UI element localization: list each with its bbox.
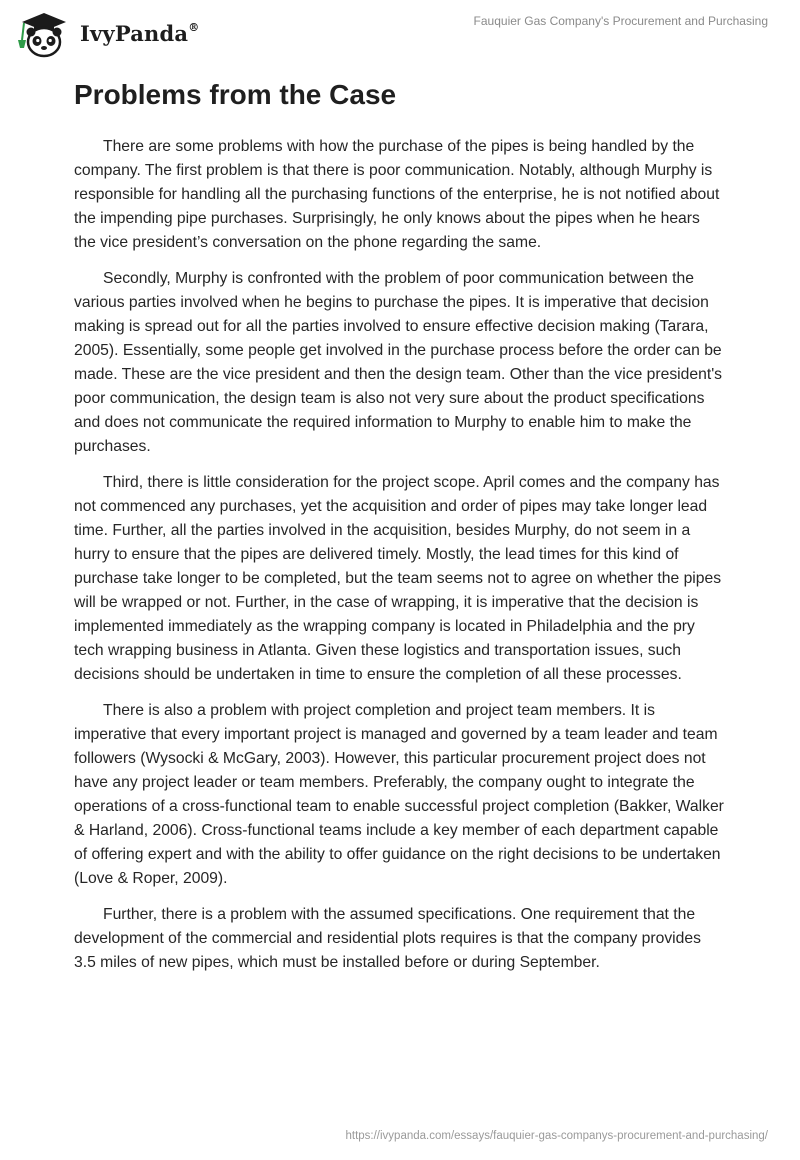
registered-mark: ®: [188, 21, 200, 34]
panda-graduate-logo-icon[interactable]: [14, 8, 74, 60]
paragraph: Secondly, Murphy is confronted with the problem of poor communication between the various parties involved when he begins to purchase the pipes. It is imperative that decision making is spread out for all the parties involved to ensure effective decision making (Tarara, 2005). Essentially, some people get involved in the purchase process before the order can be made. These are the vice president and then the design team. Other than the vice president's poor communication, the design team is also not very sure about the product specifications and does not communicate the required information to Murphy to enable him to make the purchases.: [74, 270, 723, 455]
brand-name[interactable]: [80, 21, 199, 46]
page-header: [0, 0, 800, 70]
paragraph: There are some problems with how the purchase of the pipes is being handled by the company. The first problem is that there is poor communication. Notably, although Murphy is responsible for handling all the purchasing functions of the enterprise, he is not notified about the impending pipe purchases. Surprisingly, he only knows about the pipes when he hears the vice president’s conversation on the phone regarding the same.: [74, 138, 720, 251]
paragraph: Third, there is little consideration for the project scope. April comes and the company has not commenced any purchases, yet the acquisition and order of pipes may take longer lead time. Further, all the parties involved in the acquisition, besides Murphy, do not seem in a hurry to ensure that the pipes are delivered timely. Mostly, the lead times for this kind of purchase take longer to be completed, but the team seems not to agree on whether the pipes will be wrapped or not. Further, in the case of wrapping, it is imperative that the decision is implemented immediately as the wrapping company is located in Philadelphia and the pry tech wrapping business in Atlanta. Given these logistics and transportation issues, such decisions should be undertaken in time to ensure the completion of all these processes.: [74, 474, 722, 683]
paragraph: There is also a problem with project completion and project team members. It is imperative that every important project is managed and governed by a team leader and team followers (Wysocki & McGary, 2003). However, this particular procurement project does not have any project leader or team members. Preferably, the company ought to integrate the operations of a cross-functional team to enable successful project completion (Bakker, Walker & Harland, 2006). Cross-functional teams include a key member of each department capable of offering expert and with the ability to offer guidance on the right decisions to be undertaken (Love & Roper, 2009).: [74, 702, 724, 887]
brand-text: IvyPanda: [80, 21, 189, 46]
article-body: [74, 70, 724, 987]
paragraph: Further, there is a problem with the assumed specifications. One requirement that the development of the commercial and residential plots requires is that the company provides 3.5 miles of new pipes, which must be installed before or during September.: [74, 906, 701, 971]
section-heading: Problems from the Case: [74, 79, 397, 110]
document-title: Fauquier Gas Company's Procurement and Purchasing: [473, 14, 768, 28]
source-url[interactable]: https://ivypanda.com/essays/fauquier-gas-companys-procurement-and-purchasing/: [345, 1130, 768, 1142]
